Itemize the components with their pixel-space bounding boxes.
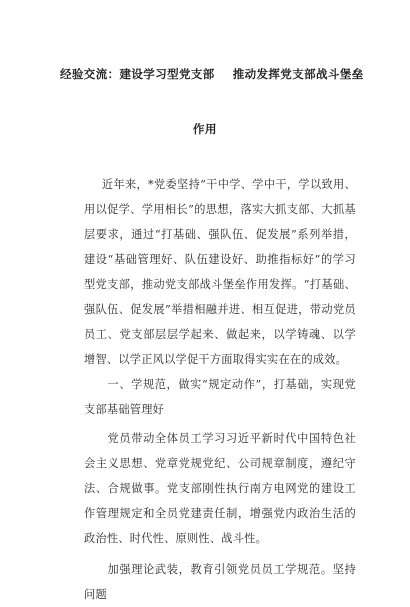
title-part-1: 经验交流：建设学习型党支部 bbox=[60, 67, 215, 81]
document-title-continuation: 作用 bbox=[192, 122, 218, 136]
section-paragraph-1: 党员带动全体员工学习习近平新时代中国特色社会主义思想、党章党规党纪、公司规章制度，遵纪守法、合规做事。党支部刚性执行南方电网党的建设工作管理规定和全员党建责任制，增强党内政治生活的政治性、时代性、原则性、战斗性。 bbox=[84, 432, 356, 545]
document-title bbox=[60, 66, 380, 82]
title-part-2: 推动发挥党支部战斗堡垒 bbox=[232, 67, 364, 81]
section-heading-1: 一、学规范，做实“规定动作”，打基础，实现党支部基础管理好 bbox=[84, 378, 356, 416]
section-paragraph-2: 加强理论武装，教育引领党员员工学规范。坚持问题 bbox=[84, 563, 356, 601]
document-body bbox=[84, 172, 356, 607]
intro-paragraph: 近年来，*党委坚持“干中学、学中干，学以致用、用以促学、学用相长”的思想，落实大抓支部、大抓基层要求，通过“打基础、强队伍、促发展”系列举措，建设“基础管理好、队伍建设好、助推指标好”的学习型党支部，推动党支部战斗堡垒作用发挥。“打基础、强队伍、促发展”举措相融并进、相互促进，带动党员员工、党支部层层学起来、做起来，以学铸魂、以学增智、以学正风以学促干方面取得实实在在的成效。 bbox=[84, 178, 356, 366]
